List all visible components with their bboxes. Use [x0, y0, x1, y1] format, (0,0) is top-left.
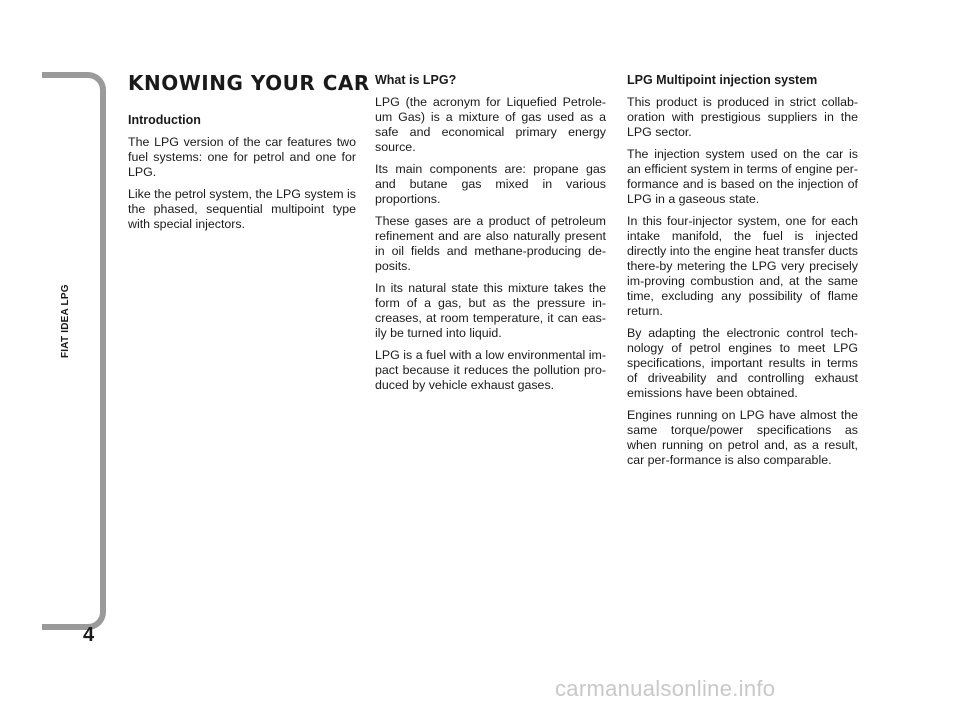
- page-number: 4: [83, 624, 95, 646]
- paragraph: This product is produced in strict collab-oration with prestigious suppliers in the LPG sector.: [627, 95, 858, 139]
- paragraph: Like the petrol system, the LPG system is the phased, sequential multipoint type with special injectors.: [128, 187, 356, 231]
- section-heading-introduction: Introduction: [128, 113, 201, 127]
- watermark-link[interactable]: carmanualsonline.info: [555, 676, 776, 701]
- paragraph: These gases are a product of petroleum refinement and are also naturally present in oil fields and methane-producing de-posits.: [375, 214, 606, 273]
- section-heading-injection-system: LPG Multipoint injection system: [627, 73, 818, 87]
- paragraph: LPG (the acronym for Liquefied Petrole-um Gas) is a mixture of gas used as a safe and economical primary energy source.: [375, 95, 606, 154]
- column-what-is-lpg: [375, 72, 606, 400]
- paragraph: The LPG version of the car features two fuel systems: one for petrol and one for LPG.: [128, 135, 356, 179]
- paragraph: In this four-injector system, one for each intake manifold, the fuel is injected directly into the engine heat transfer ducts there-by metering the LPG very precisely im-proving combustion and, at the same time, excluding any possibility of flame return.: [627, 214, 858, 318]
- page-side-tab: [42, 72, 106, 630]
- paragraph: In its natural state this mixture takes the form of a gas, but as the pressure in-creases, at room temperature, it can eas-ily be turned into liquid.: [375, 281, 606, 340]
- paragraph: Its main components are: propane gas and butane gas mixed in various proportions.: [375, 162, 606, 206]
- side-tab-label: FIAT IDEA LPG: [60, 284, 71, 358]
- column-introduction: [128, 71, 370, 239]
- paragraph: Engines running on LPG have almost the same torque/power specifications as when running on petrol and, as a result, car per-formance is also comparable.: [627, 408, 858, 467]
- paragraph: LPG is a fuel with a low environmental im-pact because it reduces the pollution pro-duced by vehicle exhaust gases.: [375, 348, 606, 392]
- page-title: KNOWING YOUR CAR: [128, 71, 370, 95]
- column-injection-system: [627, 72, 858, 475]
- paragraph: The injection system used on the car is an efficient system in terms of engine per-formance and is based on the injection of LPG in a gaseous state.: [627, 147, 858, 206]
- section-heading-what-is-lpg: What is LPG?: [375, 73, 457, 87]
- paragraph: By adapting the electronic control tech-nology of petrol engines to meet LPG specifications, important results in terms of driveability and controlling exhaust emissions have been obtained.: [627, 326, 858, 400]
